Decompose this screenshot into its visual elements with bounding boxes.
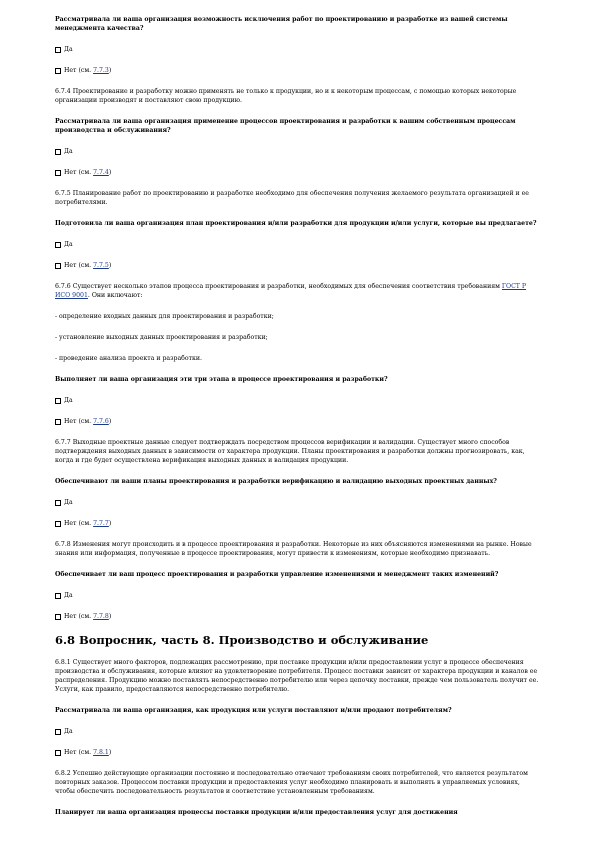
answer-label-suffix: )	[108, 418, 112, 425]
question-text: Рассматривала ли ваша организация возможность исключения работ по проектированию и разработке из вашей системы менеджмента качества?	[55, 16, 508, 32]
answer-yes[interactable]	[55, 396, 540, 405]
paragraph-text: . Они включают:	[87, 292, 143, 299]
checkbox-icon[interactable]	[55, 149, 61, 155]
answer-label: Нет (см.	[64, 749, 94, 756]
checkbox-icon[interactable]	[55, 68, 61, 74]
question-text: Подготовила ли ваша организация план проектирования и/или разработки для продукции и/или услуги, которые вы предлагаете?	[55, 220, 537, 227]
answer-label: Нет (см.	[64, 67, 94, 74]
question-text: Выполняет ли ваша организация эти три этапа в процессе проектирования и разработки?	[55, 376, 388, 383]
question-text: Обеспечивают ли ваши планы проектирования и разработки верификацию и валидацию выходных проектных данных?	[55, 478, 497, 485]
answer-yes[interactable]	[55, 498, 540, 507]
section-reference-link[interactable]: 7.7.3	[93, 67, 109, 74]
section-reference-link[interactable]: 7.7.4	[93, 169, 109, 176]
answer-label: Да	[64, 397, 73, 404]
checkbox-icon[interactable]	[55, 398, 61, 404]
answer-label: Нет (см.	[64, 613, 94, 620]
paragraph: - определение входных данных для проектирования и разработки;	[55, 313, 274, 320]
answer-label: Нет (см.	[64, 262, 94, 269]
answer-no[interactable]	[55, 612, 540, 621]
paragraph: 6.8.1 Существует много факторов, подлежащих рассмотрению, при поставке продукции и/или предоставлении услуг в процессе обеспечения производства и обслуживания, которые влияют на удовлетворение потребителя. Процесс поставки зависит от характера продукции и каналов ее распределения. Продукцию можно поставлять непосредственно потребителю или через цепочку поставки, прежде чем пользователь получит ее. Услуги, как правило, предоставляются непосредственно потребителю.	[55, 659, 539, 693]
answer-label: Нет (см.	[64, 418, 94, 425]
answer-label: Нет (см.	[64, 520, 94, 527]
standard-link[interactable]: ГОСТ Р ИСО 9001	[55, 283, 527, 299]
answer-label: Да	[64, 592, 73, 599]
answer-label: Да	[64, 148, 73, 155]
section-heading: 6.8 Вопросник, часть 8. Производство и обслуживание	[55, 633, 429, 647]
answer-no[interactable]	[55, 261, 540, 270]
answer-label: Нет (см.	[64, 169, 94, 176]
paragraph: - проведение анализа проекта и разработки.	[55, 355, 202, 362]
answer-yes[interactable]	[55, 45, 540, 54]
section-reference-link[interactable]: 7.7.5	[93, 262, 109, 269]
paragraph: 6.8.2 Успешно действующие организации постоянно и последовательно отвечают требованиям своих потребителей, что является результатом повторных заказов. Процессом поставки продукции и предоставления услуг необходимо планировать и выполнять в управляемых условиях, чтобы обеспечить последовательность результатов и соответствие установленным требованиям.	[55, 770, 528, 795]
section-reference-link[interactable]: 7.7.8	[93, 613, 109, 620]
answer-label: Да	[64, 241, 73, 248]
paragraph-text: 6.7.6 Существует несколько этапов процесса проектирования и разработки, необходимых для обеспечения соответствия требованиям	[55, 283, 502, 290]
section-reference-link[interactable]: 7.7.6	[93, 418, 109, 425]
checkbox-icon[interactable]	[55, 750, 61, 756]
checkbox-icon[interactable]	[55, 170, 61, 176]
answer-label-suffix: )	[108, 67, 112, 74]
checkbox-icon[interactable]	[55, 729, 61, 735]
answer-no[interactable]	[55, 519, 540, 528]
question-text: Рассматривала ли ваша организация применение процессов проектирования и разработки к вашим собственным процессам производства и обслуживания?	[55, 118, 516, 134]
question-text: Рассматривала ли ваша организация, как продукция или услуги поставляют и/или продают потребителям?	[55, 707, 452, 714]
answer-yes[interactable]	[55, 591, 540, 600]
answer-label: Да	[64, 499, 73, 506]
question-text: Обеспечивает ли ваш процесс проектирования и разработки управление изменениями и менеджмент таких изменений?	[55, 571, 499, 578]
answer-yes[interactable]	[55, 147, 540, 156]
answer-label-suffix: )	[108, 613, 112, 620]
answer-no[interactable]	[55, 66, 540, 75]
checkbox-icon[interactable]	[55, 47, 61, 53]
question-text: Планирует ли ваша организация процессы поставки продукции и/или предоставления услуг для достижения	[55, 809, 458, 816]
answer-label: Да	[64, 46, 73, 53]
answer-no[interactable]	[55, 748, 540, 757]
checkbox-icon[interactable]	[55, 500, 61, 506]
answer-yes[interactable]	[55, 240, 540, 249]
answer-label-suffix: )	[108, 749, 112, 756]
answer-label: Да	[64, 728, 73, 735]
paragraph: 6.7.8 Изменения могут происходить и в процессе проектирования и разработки. Некоторые из них объясняются изменениями на рынке. Новые знания или информация, полученные в процессе проектирования, могут привести к изменениям, которые необходимо признавать.	[55, 541, 532, 557]
answer-label-suffix: )	[108, 520, 112, 527]
answer-no[interactable]	[55, 417, 540, 426]
checkbox-icon[interactable]	[55, 263, 61, 269]
answer-label-suffix: )	[108, 262, 112, 269]
checkbox-icon[interactable]	[55, 593, 61, 599]
paragraph: 6.7.7 Выходные проектные данные следует подтверждать посредством процессов верификации и валидации. Существует много способов подтверждения выходных данных в зависимости от характера продукции. Планы проектирования и разработки должны прогнозировать, как, когда и где будет осуществлена верификация выходных данных и валидация продукции.	[55, 439, 525, 464]
checkbox-icon[interactable]	[55, 614, 61, 620]
checkbox-icon[interactable]	[55, 419, 61, 425]
section-reference-link[interactable]: 7.8.1	[93, 749, 109, 756]
paragraph: - установление выходных данных проектирования и разработки;	[55, 334, 268, 341]
paragraph: 6.7.4 Проектирование и разработку можно применять не только к продукции, но и к некоторым процессам, с помощью которых некоторые организации производят и поставляют свою продукцию.	[55, 88, 517, 104]
answer-label-suffix: )	[108, 169, 112, 176]
section-reference-link[interactable]: 7.7.7	[93, 520, 109, 527]
paragraph: 6.7.5 Планирование работ по проектированию и разработке необходимо для обеспечения получения желаемого результата организацией и ее потребителями.	[55, 190, 529, 206]
checkbox-icon[interactable]	[55, 521, 61, 527]
answer-yes[interactable]	[55, 727, 540, 736]
checkbox-icon[interactable]	[55, 242, 61, 248]
paragraph-with-link	[55, 282, 540, 300]
answer-no[interactable]	[55, 168, 540, 177]
